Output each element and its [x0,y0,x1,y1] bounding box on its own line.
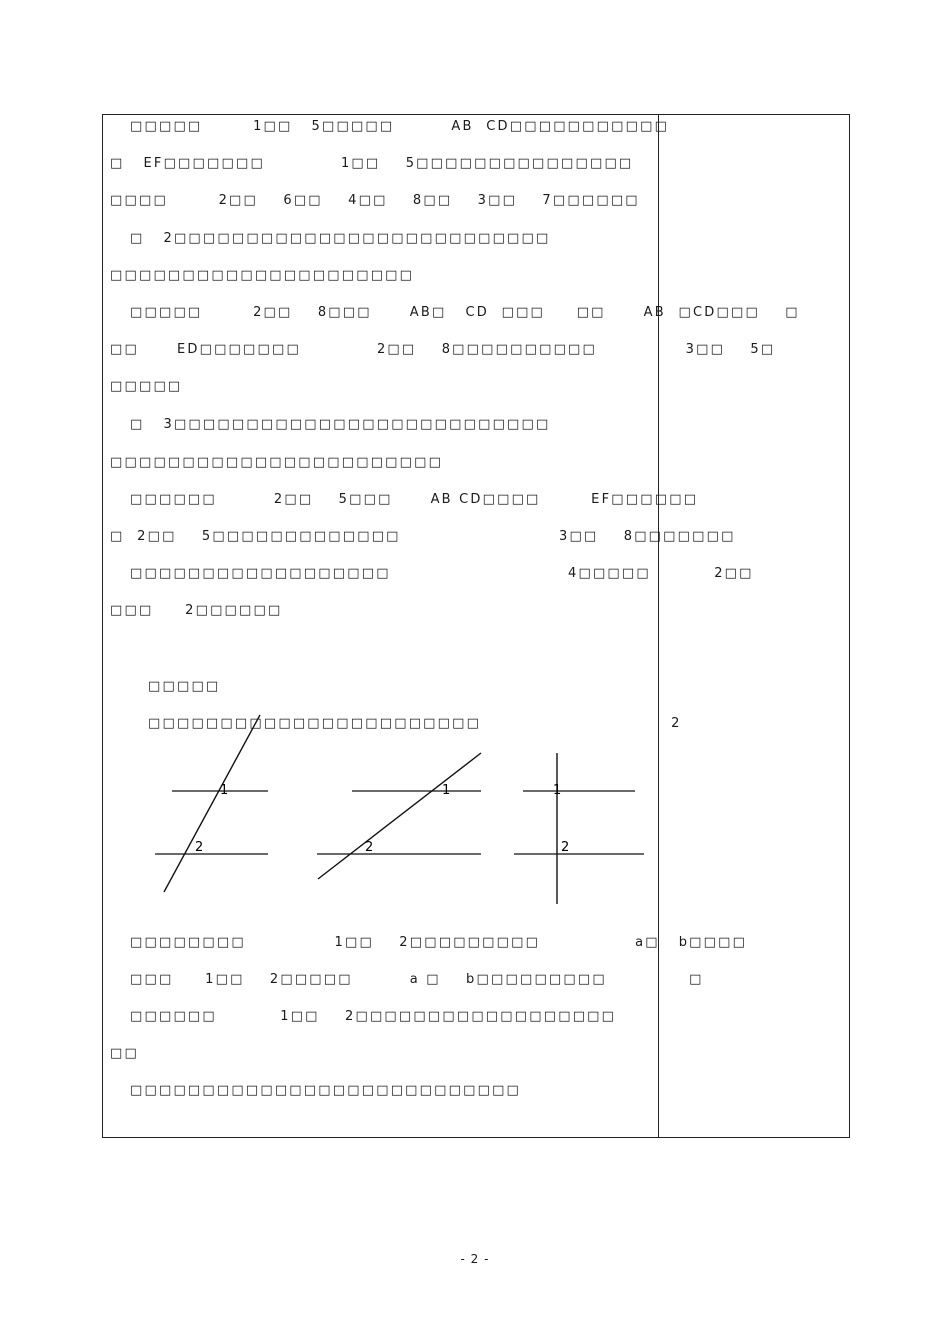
figure-transversal-shallow [315,748,490,883]
text-line: □ EF□□□□□□□ 1□□ 5□□□□□□□□□□□□□□□ [110,156,634,171]
text-line: □□□□□□□□□□□□□□□□□□□□□□□ 2 [148,716,682,731]
text-line: □□ [110,1046,139,1061]
text-line: □□□□□ 2□□ 8□□□ AB□ CD □□□ □□ AB □CD□□□ □ [130,305,800,320]
text-line: □□□□□□ 2□□ 5□□□ AB CD□□□□ EF□□□□□□ [130,492,699,507]
figure-angle-label: 2 [561,840,570,855]
text-line: □□□□□□□□□□□□□□□□□□ 4□□□□□ 2□□ [130,566,754,581]
text-line: □□□□□□□□□□□□□□□□□□□□□□□□□□□ [130,1083,522,1098]
text-line: □□□ 2□□□□□□ [110,603,283,618]
text-line: □□ ED□□□□□□□ 2□□ 8□□□□□□□□□□ 3□□ 5□ [110,342,776,357]
text-line: □□□□□□□□ 1□□ 2□□□□□□□□□ a□ b□□□□ [130,935,748,950]
text-line: □ 2□□□□□□□□□□□□□□□□□□□□□□□□□□ [130,231,551,246]
figure-angle-label: 2 [195,840,204,855]
text-line: □□□ 1□□ 2□□□□□ a □ b□□□□□□□□□ □ [130,972,704,987]
text-line: □ 2□□ 5□□□□□□□□□□□□□ 3□□ 8□□□□□□□ [110,529,736,544]
text-line: □□□□□□□□□□□□□□□□□□□□□ [110,268,415,283]
figure-angle-label: 1 [553,783,562,798]
text-line: □□□□ 2□□ 6□□ 4□□ 8□□ 3□□ 7□□□□□□ [110,193,640,208]
text-line: □□□□□ [110,379,183,394]
text-line: □□□□□□□□□□□□□□□□□□□□□□□ [110,455,444,470]
figure-angle-label: 1 [220,783,229,798]
figure-angle-label: 2 [365,840,374,855]
figure-transversal-steep [150,712,280,897]
text-line: □□□□□ 1□□ 5□□□□□ AB CD□□□□□□□□□□□ [130,119,670,134]
text-line: □□□□□□ 1□□ 2□□□□□□□□□□□□□□□□□□ [130,1009,617,1024]
figure-transversal-vertical [510,750,650,910]
figure-angle-label: 1 [442,783,451,798]
text-line: □ 3□□□□□□□□□□□□□□□□□□□□□□□□□□ [130,417,551,432]
text-line: □□□□□ [148,679,221,694]
page-number: - 2 - [460,1252,490,1266]
